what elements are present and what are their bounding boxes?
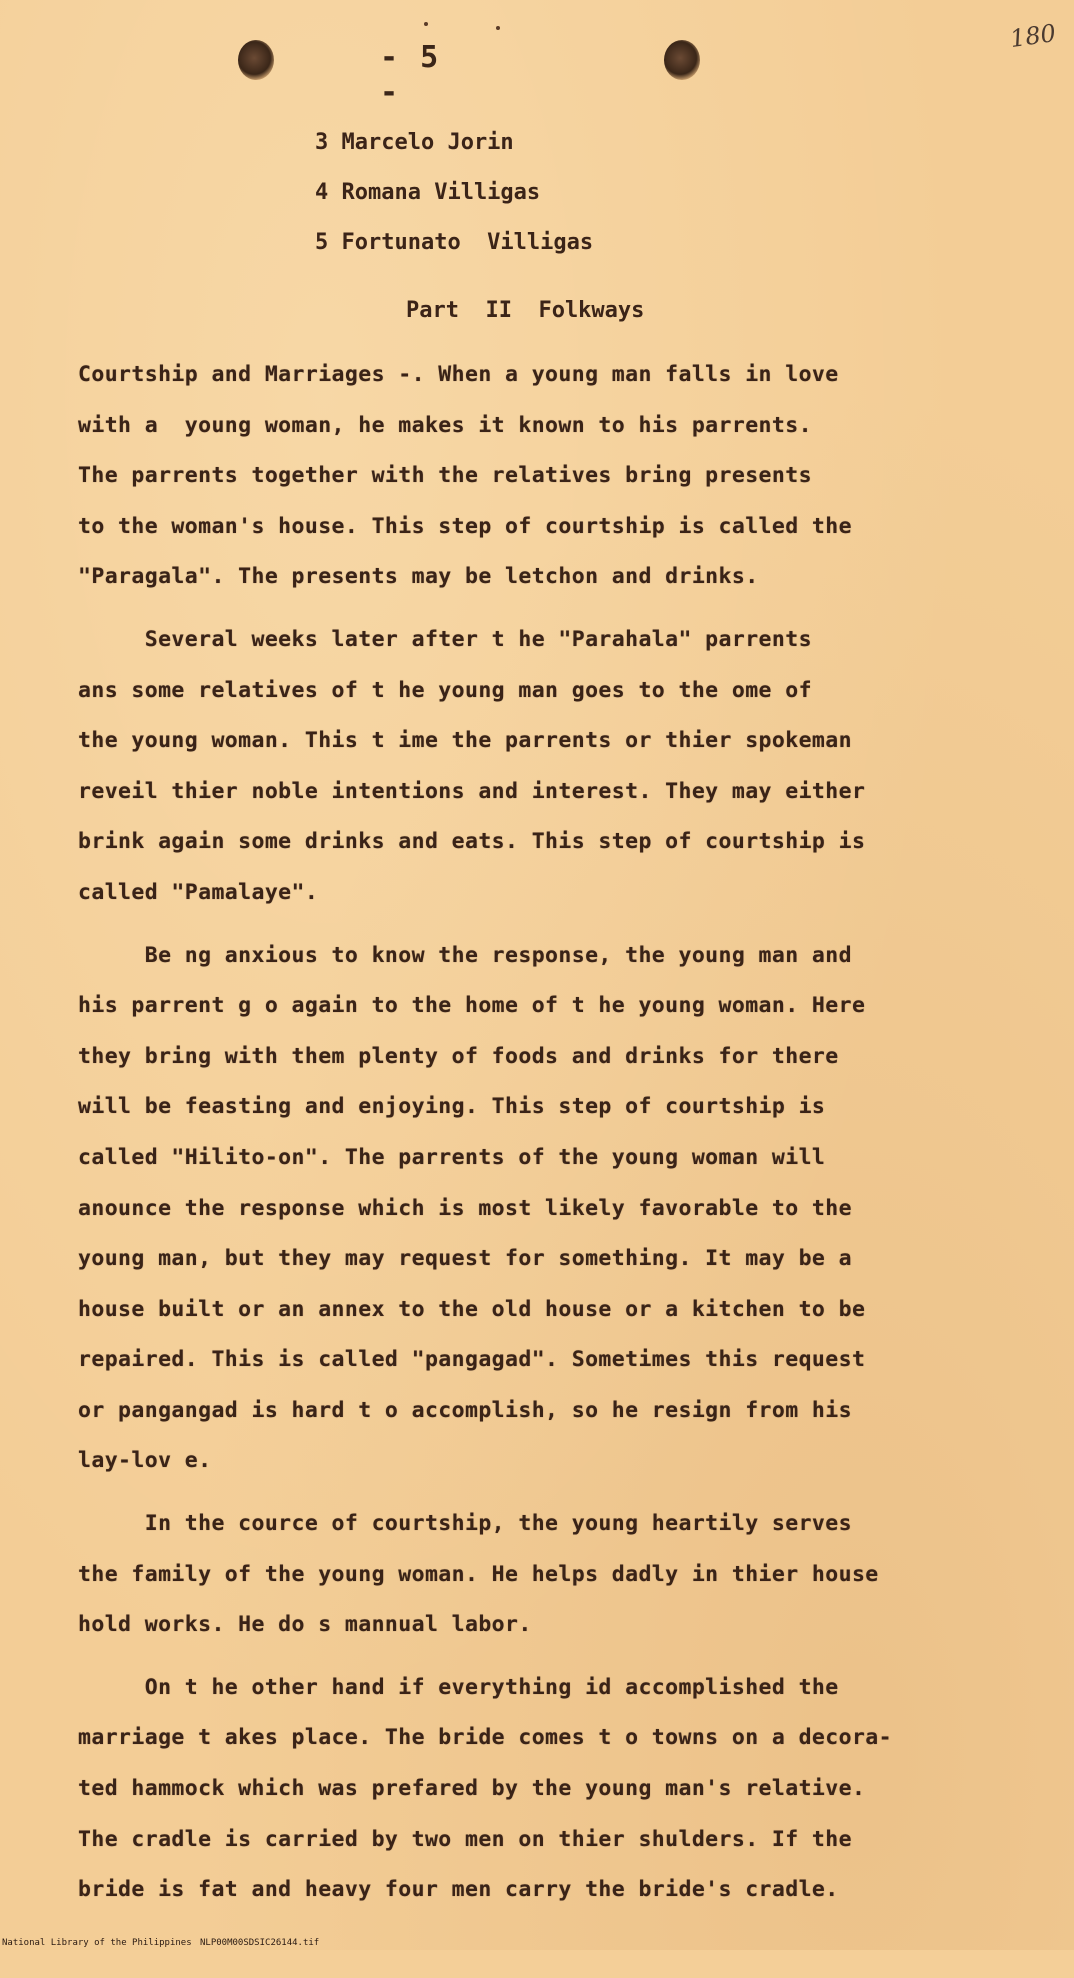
text-line: to the woman's house. This step of courtship is called the xyxy=(78,513,852,539)
text-line: Several weeks later after t he "Parahala" parrents xyxy=(78,626,812,652)
text-line: will be feasting and enjoying. This step of courtship is xyxy=(78,1094,826,1120)
text-line: On t he other hand if everything id accomplished the xyxy=(78,1674,839,1700)
paragraph xyxy=(78,1499,1008,1651)
text-line: hold works. He do s mannual labor. xyxy=(78,1612,532,1638)
text-line: The parrents together with the relatives bring presents xyxy=(78,463,812,489)
text-line: ted hammock which was prefared by the young man's relative. xyxy=(78,1776,866,1802)
text-line: reveil thier noble intentions and interest. They may either xyxy=(78,778,866,804)
ink-dot xyxy=(496,26,500,30)
text-line: The cradle is carried by two men on thier shulders. If the xyxy=(78,1826,852,1852)
text-line: the young woman. This t ime the parrents or thier spokeman xyxy=(78,728,852,754)
body-text xyxy=(78,350,1008,1916)
text-line: anounce the response which is most likely favorable to the xyxy=(78,1195,852,1221)
text-line: house built or an annex to the old house or a kitchen to be xyxy=(78,1296,866,1322)
punch-hole-right xyxy=(664,40,700,80)
text-line: called "Pamalaye". xyxy=(78,879,319,905)
text-line: lay-lov e. xyxy=(78,1448,212,1474)
text-line: Be ng anxious to know the response, the young man and xyxy=(78,942,852,968)
paragraph xyxy=(78,931,1008,1488)
text-line: or pangangad is hard t o accomplish, so he resign from his xyxy=(78,1397,852,1423)
text-line: repaired. This is called "pangagad". Sometimes this request xyxy=(78,1347,866,1373)
text-line: Courtship and Marriages -. When a young man falls in love xyxy=(78,362,839,387)
text-line: brink again some drinks and eats. This step of courtship is xyxy=(78,829,866,855)
footer-file-id: NLP00M00SDSIC26144.tif xyxy=(200,1938,320,1948)
informant-name: 4 Romana Villigas xyxy=(315,180,541,205)
text-line: young man, but they may request for something. It may be a xyxy=(78,1246,852,1272)
footer-institution: National Library of the Philippines xyxy=(2,1938,192,1948)
text-line: marriage t akes place. The bride comes t o towns on a decora- xyxy=(78,1725,892,1751)
text-line: "Paragala". The presents may be letchon and drinks. xyxy=(78,564,759,590)
scan-footer xyxy=(0,1938,1074,1978)
informant-name: 3 Marcelo Jorin xyxy=(315,130,514,155)
text-line: In the cource of courtship, the young heartily serves xyxy=(78,1511,852,1537)
section-title: Part II Folkways xyxy=(406,298,645,323)
text-line: his parrent g o again to the home of t he young woman. Here xyxy=(78,993,866,1019)
handwritten-page-note: 180 xyxy=(1008,18,1058,54)
text-line: ans some relatives of t he young man goes to the ome of xyxy=(78,677,812,703)
text-line: they bring with them plenty of foods and drinks for there xyxy=(78,1043,839,1069)
paragraph xyxy=(78,350,1008,603)
informant-list xyxy=(315,118,593,268)
text-line: bride is fat and heavy four men carry the bride's cradle. xyxy=(78,1877,839,1903)
text-line: the family of the young woman. He helps dadly in thier house xyxy=(78,1561,879,1587)
text-line: called "Hilito-on". The parrents of the young woman will xyxy=(78,1144,826,1170)
paragraph xyxy=(78,1663,1008,1916)
paragraph xyxy=(78,615,1008,919)
punch-hole-left xyxy=(238,40,274,80)
text-line: with a young woman, he makes it known to his parrents. xyxy=(78,412,812,438)
informant-name: 5 Fortunato Villigas xyxy=(315,230,594,255)
page-number: - 5 - xyxy=(380,40,441,110)
ink-dot xyxy=(424,22,428,26)
